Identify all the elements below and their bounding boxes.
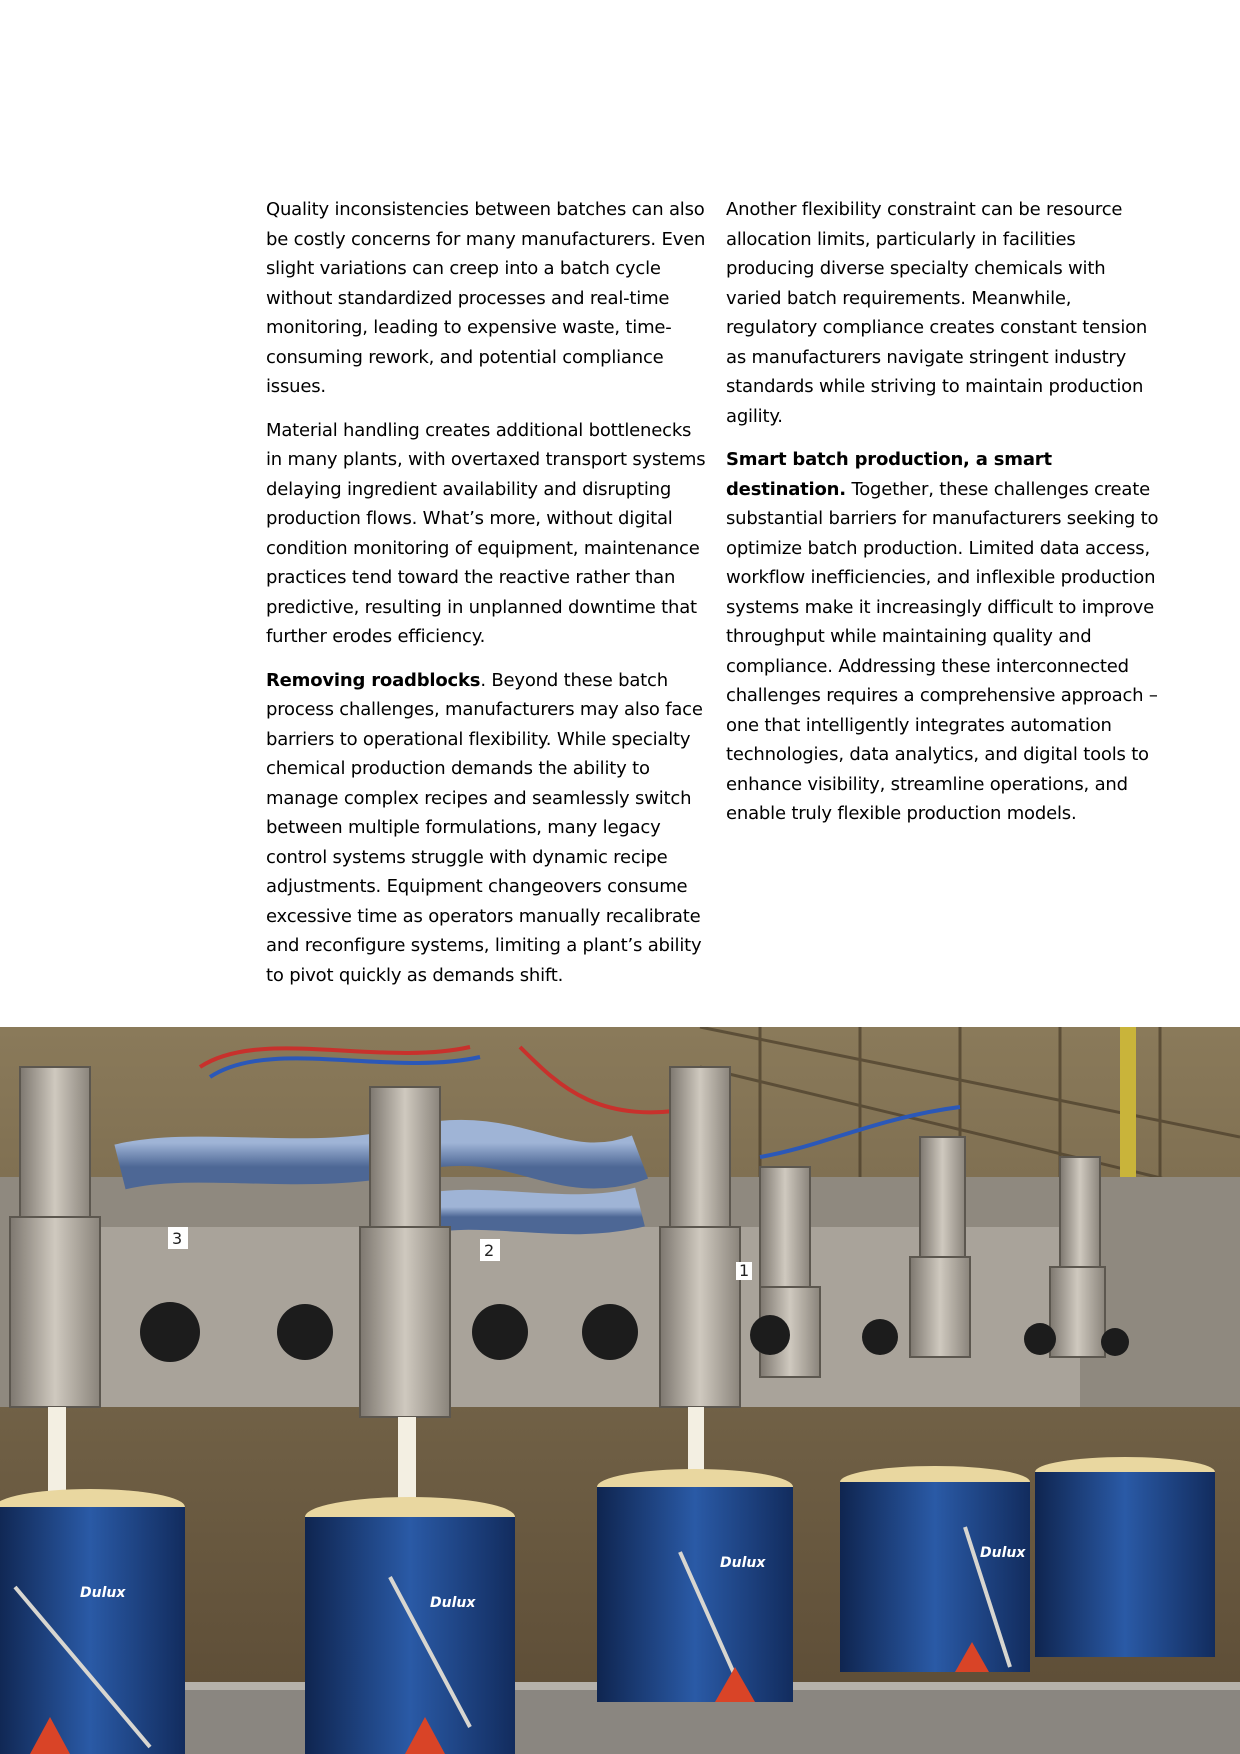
can-brand-1: Dulux [80, 1585, 126, 1601]
paragraph-smart-batch [726, 445, 1166, 829]
can-brand-2: Dulux [430, 1595, 476, 1611]
left-text-column [266, 195, 706, 1004]
can-brand-4: Dulux [980, 1545, 1026, 1561]
paragraph-roadblocks [266, 666, 706, 991]
paragraph-quality: Quality inconsistencies between batches can also be costly concerns for many manufacturers. Even slight variations can creep into a batch cycle without standardized processes and real-time monitoring, leading to expensive waste, time-consuming rework, and potential compliance issues. [266, 199, 706, 397]
heading-removing-roadblocks: Removing roadblocks [266, 669, 481, 691]
right-text-column [726, 195, 1166, 843]
station-label-1: 1 [739, 1261, 750, 1280]
paragraph-smart-batch-body: Together, these challenges create substantial barriers for manufacturers seeking to optimize batch production. Limited data access, workflow inefficiencies, and inflexible production systems make it increasingly difficult to improve throughput while maintaining quality and compliance. Addressing these interconnected challenges requires a comprehensive approach – one that intelligently integrates automation technologies, data analytics, and digital tools to enhance visibility, streamline operations, and enable truly flexible production models. [726, 478, 1159, 824]
paint-filling-line-photo [0, 1027, 1240, 1754]
can-brand-3: Dulux [720, 1555, 766, 1571]
paragraph-material-handling: Material handling creates additional bottlenecks in many plants, with overtaxed transport systems delaying ingredient availability and disrupting production flows. What’s more, without digital condition monitoring of equipment, maintenance practices tend toward the reactive rather than predictive, resulting in unplanned downtime that further erodes efficiency. [266, 419, 706, 647]
station-label-2: 2 [484, 1241, 495, 1260]
heading-smart-batch: Smart batch production, a smart destination. [726, 449, 1052, 500]
station-label-3: 3 [172, 1229, 183, 1248]
paragraph-roadblocks-body: . Beyond these batch process challenges, manufacturers may also face barriers to operational flexibility. While specialty chemical production demands the ability to manage complex recipes and seamlessly switch between multiple formulations, many legacy control systems struggle with dynamic recipe adjustments. Equipment changeovers consume excessive time as operators manually recalibrate and reconfigure systems, limiting a plant’s ability to pivot quickly as demands shift. [266, 669, 703, 986]
paragraph-flexibility: Another flexibility constraint can be resource allocation limits, particularly in facilities producing diverse specialty chemicals with varied batch requirements. Meanwhile, regulatory compliance creates constant tension as manufacturers navigate stringent industry standards while striving to maintain production agility. [726, 199, 1148, 427]
